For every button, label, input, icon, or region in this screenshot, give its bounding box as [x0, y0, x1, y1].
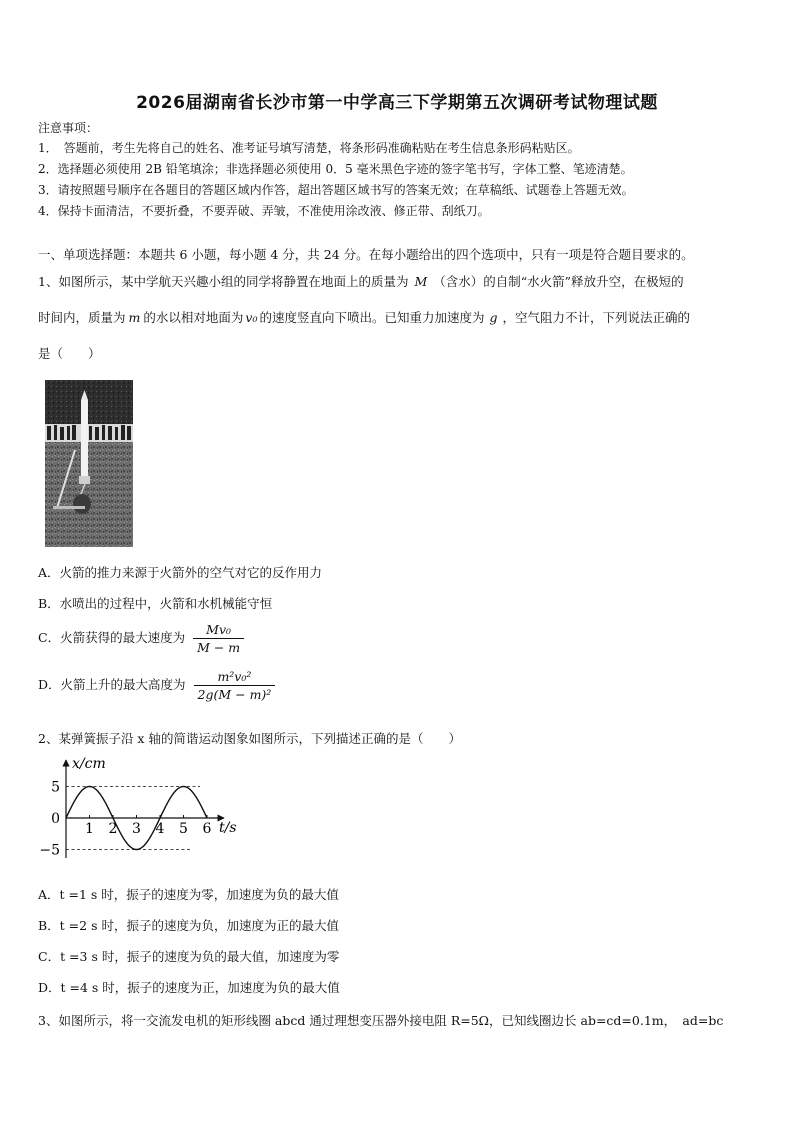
notice-item-1: 1． 答题前，考生先将自己的姓名、准考证号填写清楚，将条形码准确粘贴在考生信息条形码粘贴区。: [38, 141, 580, 155]
q1-text: 1、如图所示，某中学航天兴趣小组的同学将静置在地面上的质量为: [38, 274, 409, 289]
q1-option-d: [38, 669, 275, 702]
q1-option-d-fraction: [194, 669, 276, 702]
shm-graph-svg: [38, 754, 253, 869]
q1-option-b: B．水喷出的过程中，火箭和水机械能守恒: [38, 596, 273, 611]
q2-option-b: B．t =2 s 时，振子的速度为负，加速度为正的最大值: [38, 918, 339, 933]
q1-option-c: [38, 622, 244, 655]
fraction-numerator: Mv₀: [193, 622, 244, 639]
shm-graph: [38, 754, 253, 869]
q1-option-c-text: C．火箭获得的最大速度为: [38, 630, 186, 645]
y-axis-label: x/cm: [72, 756, 106, 772]
q1-option-c-fraction: [193, 622, 244, 655]
x-axis-label: t/s: [219, 820, 237, 836]
q1-line-2: [38, 308, 690, 326]
notice-item-4: 4．保持卡面清洁，不要折叠，不要弄破、弄皱，不准使用涂改液、修正带、刮纸刀。: [38, 204, 490, 218]
x-tick-label: 6: [202, 821, 212, 837]
q3-stem: 3、如图所示，将一交流发电机的矩形线圈 abcd 通过理想变压器外接电阻 R=5Ω，已知线圈边长 ab=cd=0.1m， ad=bc: [38, 1013, 724, 1028]
x-tick-label: 3: [132, 821, 141, 837]
q2-option-c: C．t =3 s 时，振子的速度为负的最大值，加速度为零: [38, 949, 340, 964]
q1-line-1: [38, 272, 684, 290]
q1-text: 的速度竖直向下喷出。已知重力加速度为: [259, 310, 485, 325]
q1-text: （含水）的自制“水火箭”释放升空，在极短的: [433, 274, 684, 289]
fraction-denominator: M − m: [197, 640, 241, 655]
page-title: 2026届湖南省长沙市第一中学高三下学期第五次调研考试物理试题: [136, 93, 658, 113]
fraction-denominator: 2g(M − m)²: [197, 687, 272, 702]
q1-var-M: M: [414, 274, 428, 289]
q1-var-v0: v₀: [245, 310, 258, 325]
q1-option-a: A．火箭的推力来源于火箭外的空气对它的反作用力: [38, 565, 323, 580]
x-tick-label: 1: [85, 821, 94, 837]
origin-label: 0: [51, 811, 60, 827]
notice-item-2: 2．选择题必须使用 2B 铅笔填涂；非选择题必须使用 0．5 毫米黑色字迹的签字笔书写，字体工整、笔迹清楚。: [38, 162, 633, 176]
q1-line-3: 是（ ）: [38, 346, 101, 361]
y-tick-label: 5: [51, 779, 60, 796]
x-tick-label: 2: [108, 821, 118, 837]
q2-stem: 2、某弹簧振子沿 x 轴的简谐运动图象如图所示，下列描述正确的是（ ）: [38, 731, 461, 746]
section-1-heading: 一、单项选择题：本题共 6 小题，每小题 4 分，共 24 分。在每小题给出的四个选项中，只有一项是符合题目要求的。: [38, 247, 694, 262]
y-tick-label: −5: [39, 842, 60, 859]
fraction-numerator: m²v₀²: [194, 669, 276, 686]
q1-text: 的水以相对地面为: [143, 310, 244, 325]
q1-option-d-text: D．火箭上升的最大高度为: [38, 677, 186, 692]
q2-option-d: D．t =4 s 时，振子的速度为正，加速度为负的最大值: [38, 980, 340, 995]
notice-heading: 注意事项：: [38, 121, 99, 135]
q1-text: ，空气阻力不计，下列说法正确的: [502, 310, 691, 325]
water-rocket-image: [45, 380, 133, 547]
q2-option-a: A．t =1 s 时，振子的速度为零，加速度为负的最大值: [38, 887, 339, 902]
q1-text: 时间内，质量为: [38, 310, 126, 325]
notice-item-3: 3．请按照题号顺序在各题目的答题区域内作答，超出答题区域书写的答案无效；在草稿纸、试题卷上答题无效。: [38, 183, 634, 197]
q1-var-m: m: [128, 310, 141, 325]
q1-var-g: g: [489, 310, 498, 325]
x-tick-label: 5: [179, 821, 188, 837]
x-tick-label: 4: [155, 821, 165, 837]
water-rocket-photo: [45, 380, 133, 547]
